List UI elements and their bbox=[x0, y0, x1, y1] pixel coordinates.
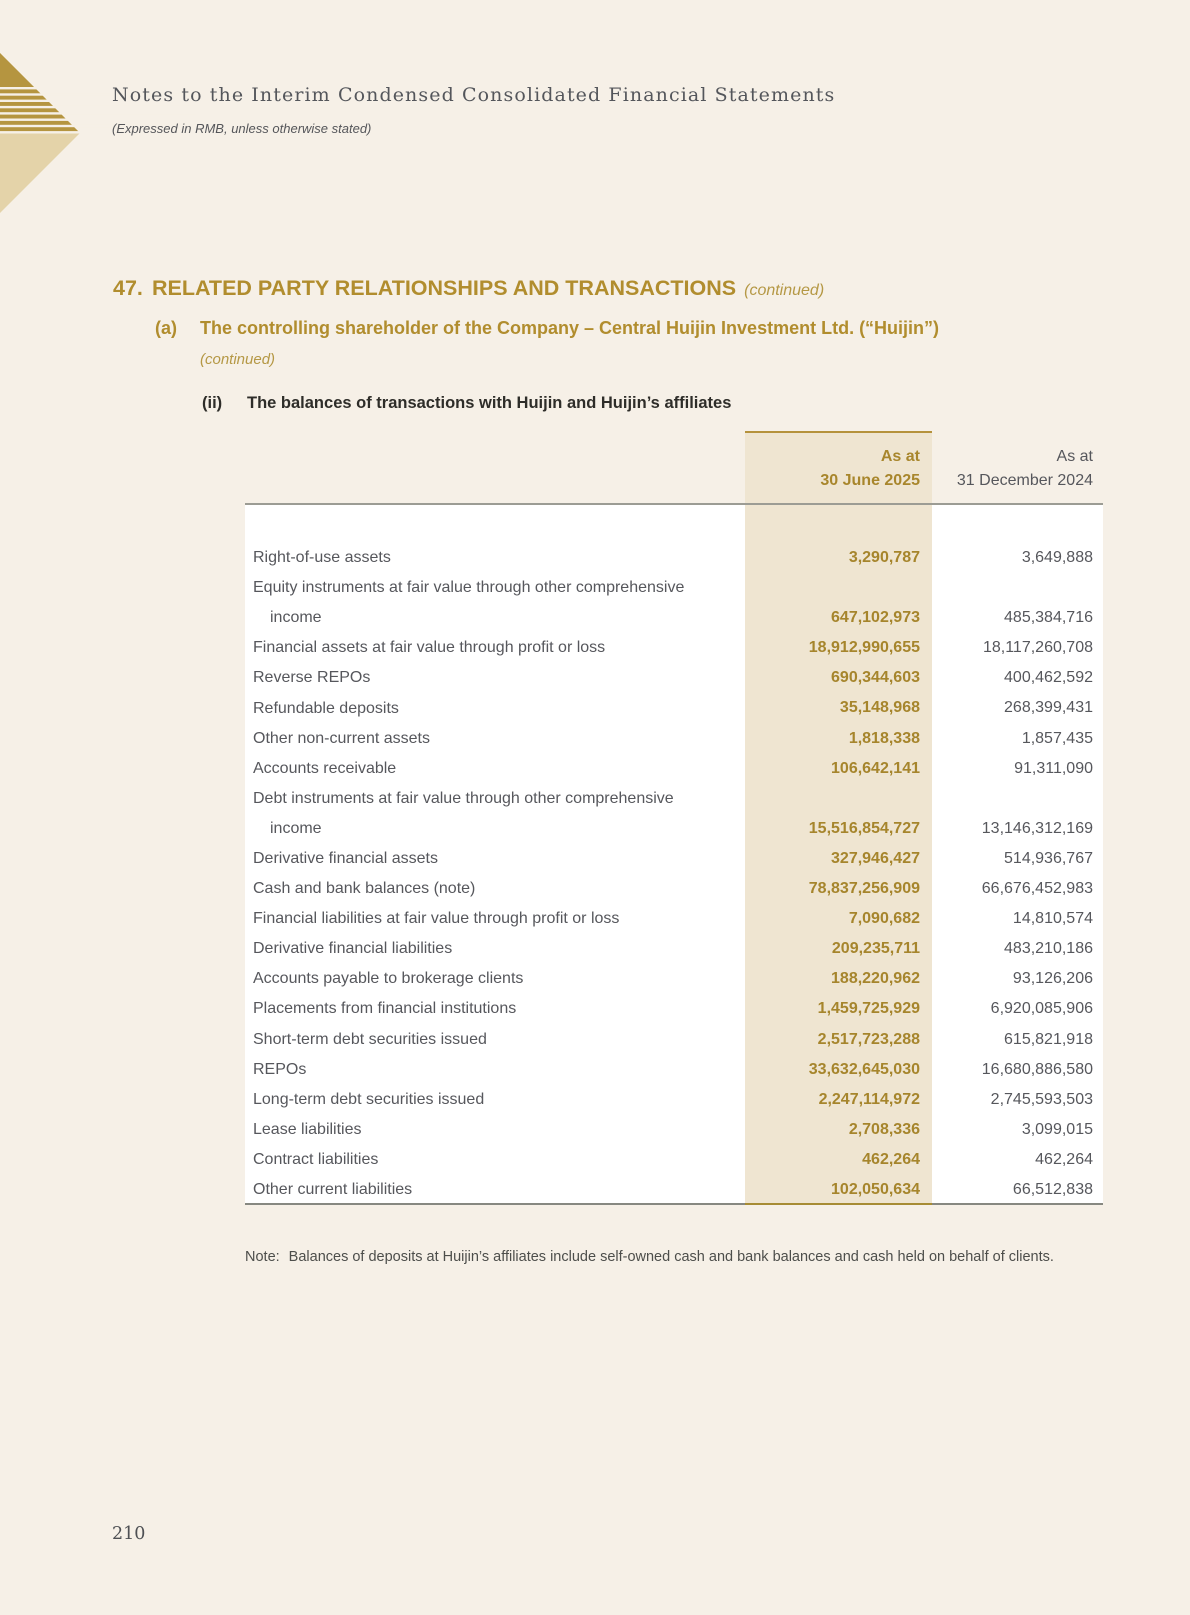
row-value-current: 35,148,968 bbox=[839, 699, 920, 717]
table-header-rule bbox=[245, 503, 1103, 505]
table-row bbox=[245, 603, 1103, 633]
row-value-current: 209,235,711 bbox=[831, 940, 920, 958]
table-row bbox=[245, 964, 1103, 994]
section-heading bbox=[113, 276, 1113, 301]
row-value-prior: 16,680,886,580 bbox=[981, 1060, 1093, 1078]
row-value-current: 2,247,114,972 bbox=[818, 1090, 920, 1108]
row-value-current: 18,912,990,655 bbox=[808, 639, 920, 657]
row-label: Financial liabilities at fair value through profit or loss bbox=[253, 910, 620, 928]
subsection-a-continued: (continued) bbox=[200, 351, 276, 368]
table-row bbox=[245, 994, 1103, 1024]
table-row bbox=[245, 874, 1103, 904]
table-row bbox=[245, 724, 1103, 754]
row-label: Cash and bank balances (note) bbox=[253, 880, 476, 898]
row-value-current: 78,837,256,909 bbox=[808, 880, 920, 898]
row-value-prior: 6,920,085,906 bbox=[990, 1000, 1093, 1018]
table-row bbox=[245, 784, 1103, 814]
table-row bbox=[245, 844, 1103, 874]
row-value-current: 106,642,141 bbox=[831, 759, 920, 777]
row-label: Refundable deposits bbox=[253, 699, 399, 717]
row-label: Accounts receivable bbox=[253, 759, 397, 777]
row-label: Derivative financial liabilities bbox=[253, 940, 453, 958]
column-header-prior bbox=[957, 445, 1093, 493]
column-header-current bbox=[820, 445, 920, 493]
row-label: Other non-current assets bbox=[253, 729, 430, 747]
row-value-current: 3,290,787 bbox=[848, 549, 920, 566]
row-value-prior: 14,810,574 bbox=[1012, 910, 1093, 928]
row-value-current: 15,516,854,727 bbox=[808, 819, 920, 837]
page-number: 210 bbox=[112, 1524, 146, 1544]
table-note bbox=[245, 1247, 1145, 1267]
row-value-current: 462,264 bbox=[862, 1150, 920, 1168]
row-value-current: 1,818,338 bbox=[848, 729, 920, 747]
row-value-prior: 268,399,431 bbox=[1004, 699, 1093, 717]
table-row bbox=[245, 904, 1103, 934]
row-label: Placements from financial institutions bbox=[253, 1000, 517, 1018]
balances-table bbox=[245, 418, 1103, 1205]
column-header-prior-line2: 31 December 2024 bbox=[956, 472, 1093, 489]
row-label: Debt instruments at fair value through other comprehensive bbox=[253, 789, 674, 807]
row-value-prior: 1,857,435 bbox=[1021, 729, 1093, 747]
section-continued: (continued) bbox=[744, 282, 825, 299]
note-text: Balances of deposits at Huijin’s affiliates include self-owned cash and bank balances and cash held on behalf of clients. bbox=[288, 1249, 1054, 1265]
row-label: Derivative financial assets bbox=[253, 849, 438, 867]
column-header-current-line2: 30 June 2025 bbox=[820, 472, 920, 489]
subsection-a-heading bbox=[155, 318, 1115, 339]
row-value-prior: 615,821,918 bbox=[1004, 1030, 1093, 1048]
table-row bbox=[245, 663, 1103, 693]
row-value-current: 690,344,603 bbox=[831, 669, 920, 687]
table-row bbox=[245, 633, 1103, 663]
row-label: Long-term debt securities issued bbox=[253, 1090, 485, 1108]
document-title: Notes to the Interim Condensed Consolidated Financial Statements bbox=[112, 84, 836, 106]
table-row bbox=[245, 1115, 1103, 1145]
table-row bbox=[245, 754, 1103, 784]
subsection-a-title: The controlling shareholder of the Company – Central Huijin Investment Ltd. (“Huijin”) bbox=[200, 318, 940, 338]
table-rows bbox=[245, 543, 1103, 1205]
row-value-prior: 3,099,015 bbox=[1021, 1120, 1093, 1138]
row-value-current: 2,708,336 bbox=[848, 1120, 920, 1138]
table-row bbox=[245, 573, 1103, 603]
row-label: income bbox=[270, 609, 322, 627]
row-value-prior: 3,649,888 bbox=[1021, 549, 1093, 566]
subsection-ii-heading bbox=[202, 394, 1132, 413]
row-value-current: 102,050,634 bbox=[831, 1180, 920, 1198]
table-row bbox=[245, 1175, 1103, 1205]
table-row bbox=[245, 814, 1103, 844]
row-value-prior: 462,264 bbox=[1035, 1150, 1093, 1168]
row-label: Equity instruments at fair value through other comprehensive bbox=[253, 579, 685, 597]
row-value-current: 188,220,962 bbox=[831, 970, 920, 988]
row-value-prior: 93,126,206 bbox=[1012, 970, 1093, 988]
row-value-prior: 18,117,260,708 bbox=[982, 639, 1093, 657]
table-row bbox=[245, 693, 1103, 723]
row-value-prior: 2,745,593,503 bbox=[990, 1090, 1093, 1108]
row-value-prior: 91,311,090 bbox=[1014, 759, 1093, 777]
subsection-ii-title: The balances of transactions with Huijin and Huijin’s affiliates bbox=[247, 394, 732, 412]
table-row bbox=[245, 1085, 1103, 1115]
note-label: Note: bbox=[245, 1249, 280, 1265]
subsection-a-marker: (a) bbox=[155, 318, 177, 338]
column-header-prior-line1: As at bbox=[1056, 448, 1093, 465]
row-value-prior: 13,146,312,169 bbox=[981, 819, 1093, 837]
row-value-prior: 483,210,186 bbox=[1004, 940, 1093, 958]
row-label: Short-term debt securities issued bbox=[253, 1030, 487, 1048]
row-value-current: 647,102,973 bbox=[831, 609, 920, 627]
row-value-current: 7,090,682 bbox=[848, 910, 920, 928]
row-label: Contract liabilities bbox=[253, 1150, 379, 1168]
row-label: Accounts payable to brokerage clients bbox=[253, 970, 524, 988]
table-row bbox=[245, 543, 1103, 573]
row-value-current: 1,459,725,929 bbox=[817, 1000, 920, 1018]
subsection-ii-marker: (ii) bbox=[202, 394, 223, 412]
row-label: REPOs bbox=[253, 1060, 307, 1078]
table-row bbox=[245, 1055, 1103, 1085]
table-row bbox=[245, 1025, 1103, 1055]
row-value-prior: 400,462,592 bbox=[1004, 669, 1093, 687]
row-label: Reverse REPOs bbox=[253, 669, 371, 687]
section-number: 47. bbox=[113, 276, 143, 300]
table-row bbox=[245, 1145, 1103, 1175]
column-header-current-line1: As at bbox=[880, 448, 920, 465]
row-label: Financial assets at fair value through profit or loss bbox=[253, 639, 606, 657]
row-label: Right-of-use assets bbox=[253, 549, 391, 567]
row-value-prior: 66,676,452,983 bbox=[981, 880, 1093, 898]
row-value-current: 327,946,427 bbox=[831, 849, 920, 867]
row-value-prior: 514,936,767 bbox=[1004, 849, 1093, 867]
row-label: Other current liabilities bbox=[253, 1181, 413, 1199]
row-value-current: 2,517,723,288 bbox=[817, 1030, 920, 1048]
row-value-current: 33,632,645,030 bbox=[808, 1060, 920, 1078]
row-value-prior: 66,512,838 bbox=[1012, 1180, 1093, 1198]
document-subtitle: (Expressed in RMB, unless otherwise stated) bbox=[112, 121, 372, 136]
row-label: income bbox=[270, 819, 322, 837]
row-value-prior: 485,384,716 bbox=[1004, 609, 1093, 627]
section-title: RELATED PARTY RELATIONSHIPS AND TRANSACTIONS bbox=[152, 276, 737, 300]
table-row bbox=[245, 934, 1103, 964]
row-label: Lease liabilities bbox=[253, 1120, 362, 1138]
